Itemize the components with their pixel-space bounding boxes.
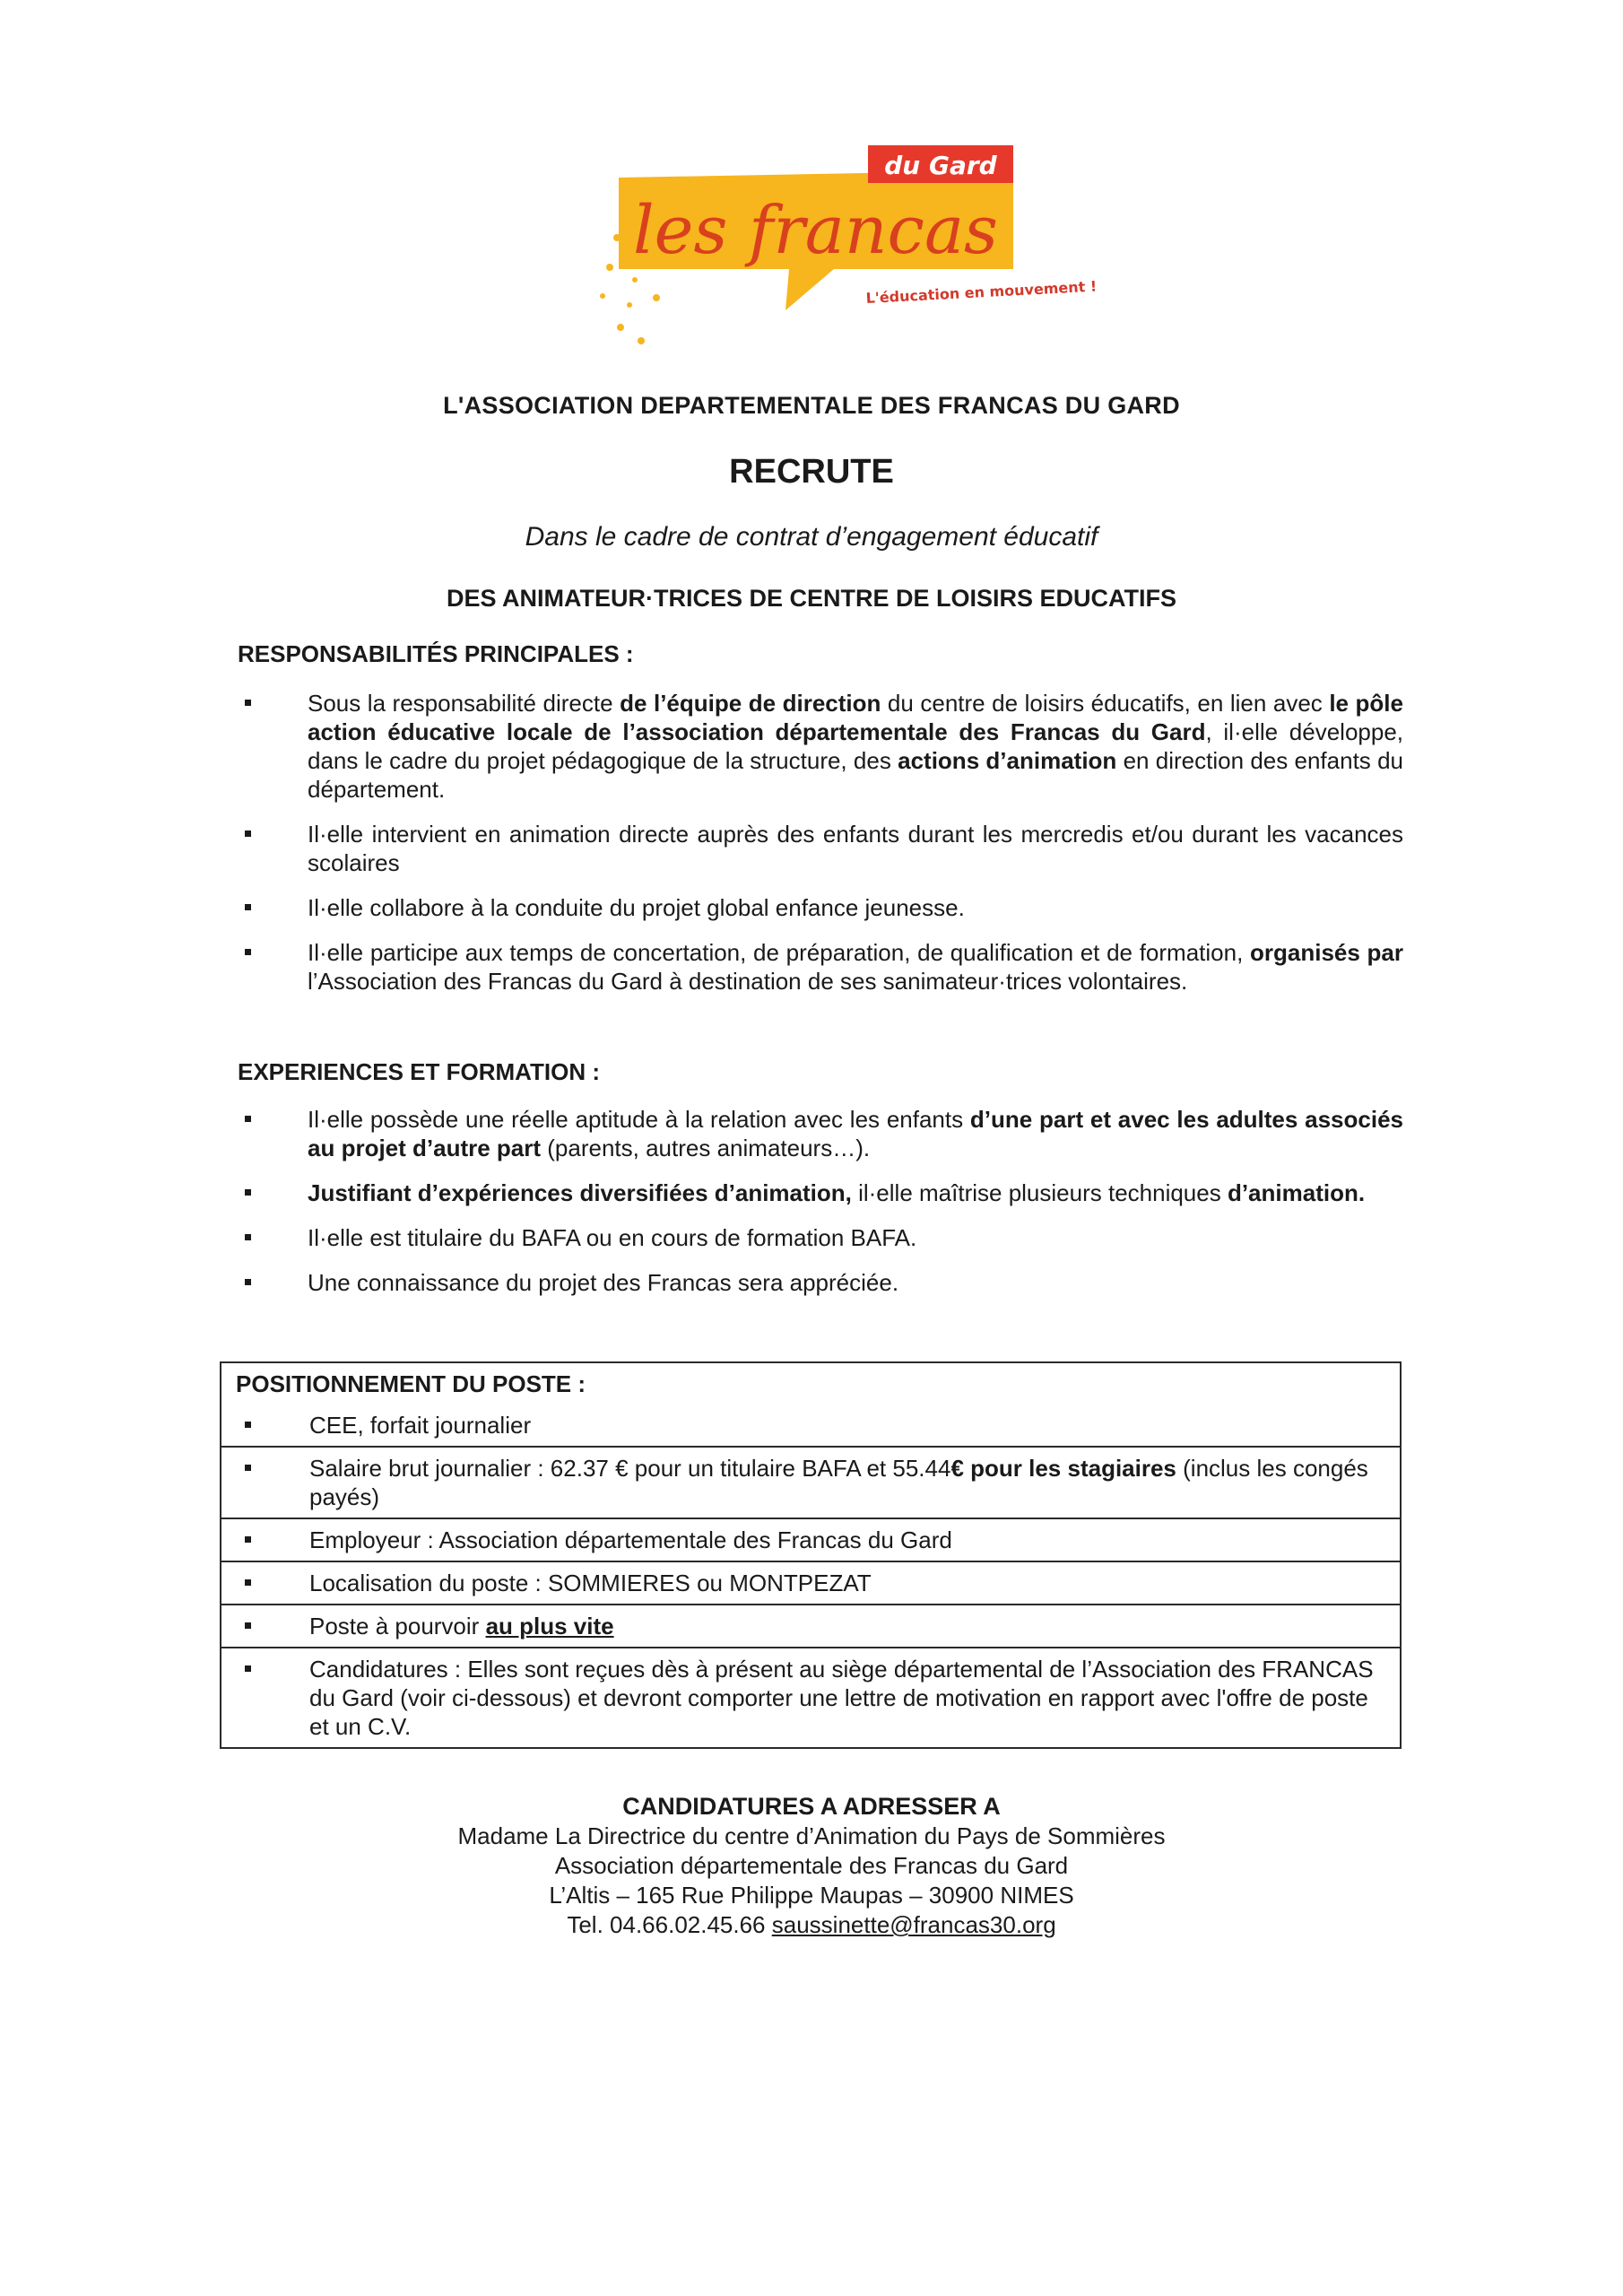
positionnement-row: [221, 1405, 1400, 1446]
telephone: Tel. 04.66.02.45.66: [567, 1911, 772, 1938]
bold-text: actions d’animation: [898, 747, 1117, 774]
text-segment: , il·elle développe, dans le cadre du projet pédagogique de la structure, des: [308, 718, 1404, 774]
text-segment: Il·elle participe aux temps de concertation, de préparation, de qualification et de formation,: [308, 939, 1251, 966]
list-item: [238, 938, 1403, 996]
text-segment: Salaire brut journalier : 62.37 € pour un titulaire BAFA et 55.44: [309, 1455, 951, 1482]
positionnement-row: [221, 1647, 1400, 1747]
recrute-heading: RECRUTE: [729, 453, 894, 491]
text-segment: Sous la responsabilité directe: [308, 690, 621, 717]
text-segment: du centre de loisirs éducatifs, en lien avec: [881, 690, 1330, 717]
email-link[interactable]: saussinette@francas30.org: [771, 1911, 1056, 1938]
underlined-text: au plus vite: [485, 1613, 614, 1639]
responsabilites-list: [238, 689, 1403, 996]
positionnement-row: [221, 1604, 1400, 1647]
contact-line: [0, 1910, 1623, 1940]
list-item: [238, 1268, 1403, 1297]
text-segment: Candidatures : Elles sont reçues dès à présent au siège départemental de l’Association des FRANCAS du Gard (voir ci-dessous) et devront comporter une lettre de motivation en rapport avec l'offre de poste et un C.V.: [309, 1656, 1374, 1740]
text-segment: Il·elle collabore à la conduite du projet global enfance jeunesse.: [308, 894, 965, 921]
text-segment: Il·elle est titulaire du BAFA ou en cours de formation BAFA.: [308, 1224, 917, 1251]
list-item: [238, 893, 1403, 922]
tagline-text: L'éducation en mouvement !: [865, 277, 1098, 307]
text-segment: CEE, forfait journalier: [309, 1412, 532, 1439]
job-title: DES ANIMATEUR·TRICES DE CENTRE DE LOISIRS EDUCATIFS: [446, 585, 1177, 612]
positionnement-row: [221, 1446, 1400, 1518]
association-heading: L'ASSOCIATION DEPARTEMENTALE DES FRANCAS DU GARD: [443, 392, 1180, 419]
positionnement-rows: [221, 1405, 1400, 1747]
address-line-2: Association départementale des Francas du Gard: [554, 1852, 1069, 1879]
bullet-icon: [245, 1465, 251, 1471]
text-segment: en direction des enfants du département.: [308, 747, 1403, 803]
text-segment: il·elle maîtrise plusieurs techniques: [851, 1179, 1228, 1206]
brand-text: les francas: [633, 192, 999, 269]
bold-text: le pôle action éducative locale de l’association départementale des Francas du Gard: [308, 690, 1403, 745]
list-item: [238, 1223, 1403, 1252]
text-segment: Localisation du poste : SOMMIERES ou MONTPEZAT: [309, 1570, 872, 1596]
bullet-icon: [245, 1422, 251, 1428]
list-item: [238, 820, 1403, 877]
bold-text: € pour les stagiaires: [950, 1455, 1176, 1482]
bullet-icon: [245, 1579, 251, 1586]
text-segment: Une connaissance du projet des Francas sera appréciée.: [308, 1269, 899, 1296]
contract-context: Dans le cadre de contrat d’engagement éducatif: [525, 522, 1098, 552]
address-line-1: Madame La Directrice du centre d’Animation du Pays de Sommières: [457, 1822, 1166, 1849]
bullet-icon: [245, 1622, 251, 1629]
experiences-title: EXPERIENCES ET FORMATION :: [238, 1058, 600, 1085]
bold-text: d’animation.: [1227, 1179, 1366, 1206]
bold-text: organisés par: [1250, 939, 1403, 966]
text-segment: l’Association des Francas du Gard à destination de ses sanimateur·trices volontaires.: [308, 968, 1188, 995]
positionnement-row: [221, 1561, 1400, 1604]
text-segment: (parents, autres animateurs…).: [541, 1135, 871, 1161]
bold-text: de l’équipe de direction: [620, 690, 881, 717]
badge-text: du Gard: [884, 151, 997, 180]
text-segment: Poste à pourvoir: [309, 1613, 486, 1639]
bullet-icon: [245, 1665, 251, 1672]
bold-text: d’une part et avec les adultes associés au projet d’autre part: [308, 1106, 1403, 1161]
list-item: [238, 689, 1403, 804]
responsabilites-title: RESPONSABILITÉS PRINCIPALES :: [238, 640, 634, 667]
positionnement-title: POSITIONNEMENT DU POSTE :: [236, 1370, 586, 1397]
bullet-icon: [245, 1536, 251, 1543]
text-segment: Il·elle intervient en animation directe auprès des enfants durant les mercredis et/ou durant les vacances scolaires: [308, 821, 1403, 876]
text-segment: Employeur : Association départementale des Francas du Gard: [309, 1526, 952, 1553]
experiences-list: [238, 1105, 1403, 1297]
list-item: [238, 1105, 1403, 1162]
candidatures-title: CANDIDATURES A ADRESSER A: [622, 1793, 1001, 1820]
address-line-3: L’Altis – 165 Rue Philippe Maupas – 30900 NIMES: [549, 1882, 1074, 1909]
candidatures-address: [0, 1792, 1623, 1940]
positionnement-row: [221, 1518, 1400, 1561]
list-item: [238, 1178, 1403, 1207]
bold-text: Justifiant d’expériences diversifiées d’animation,: [308, 1179, 852, 1206]
francas-logo: [547, 144, 1103, 359]
text-segment: (inclus les congés payés): [309, 1455, 1368, 1510]
positionnement-table: [220, 1361, 1402, 1749]
francas-logo-graphic: [547, 144, 1103, 359]
text-segment: Il·elle possède une réelle aptitude à la relation avec les enfants: [308, 1106, 970, 1133]
